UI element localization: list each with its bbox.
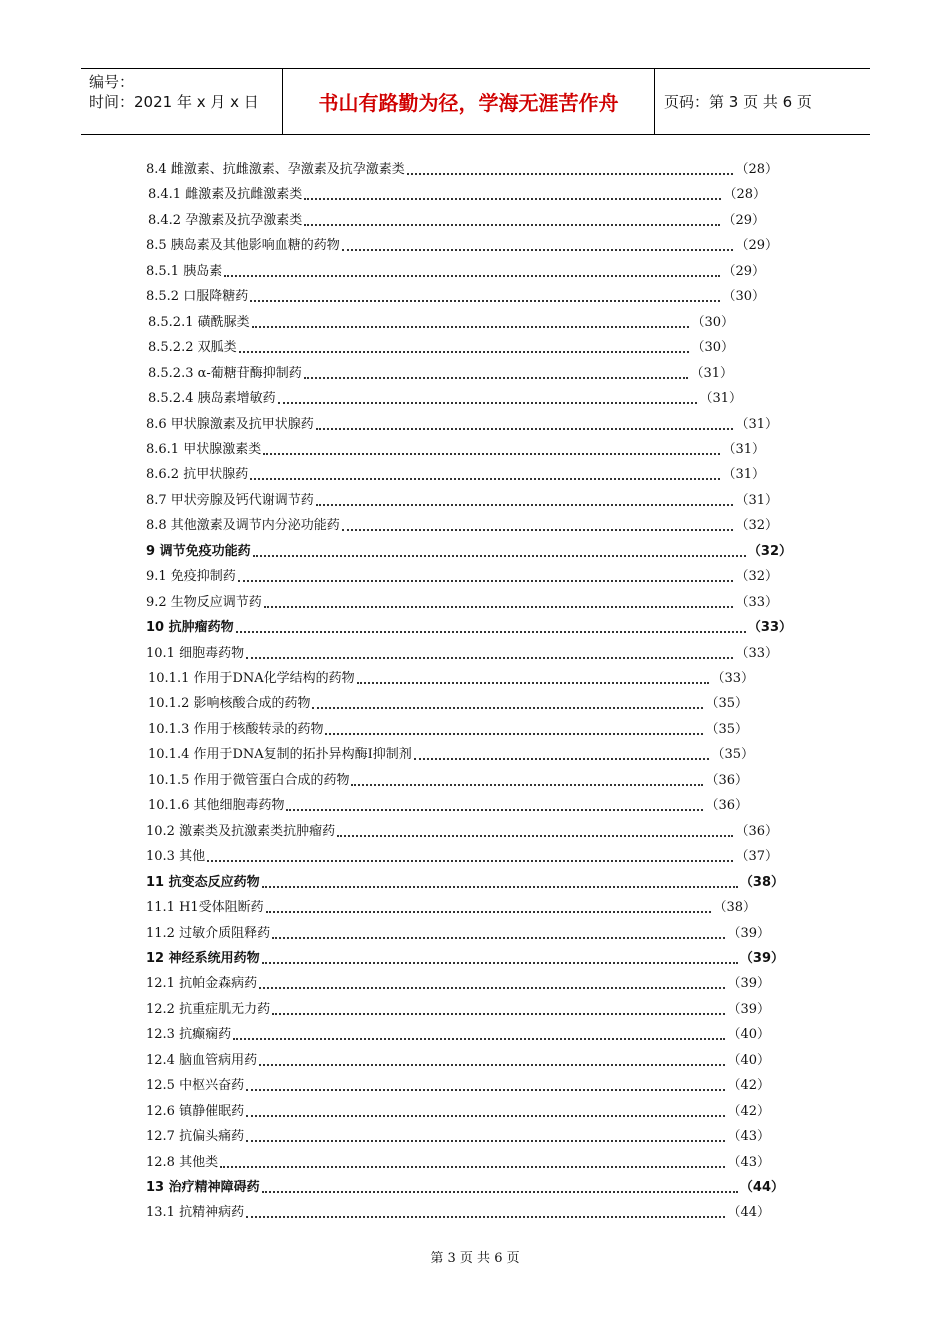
toc-entry-title: 8.6.1 甲状腺激素类 [146, 441, 262, 457]
toc-leader-dots [262, 1191, 738, 1193]
toc-entry-page: （33） [735, 594, 778, 610]
toc-entry [146, 491, 778, 511]
toc-entry [146, 1000, 770, 1020]
toc-leader-dots [312, 707, 703, 709]
toc-entry-page: （28） [735, 162, 778, 177]
toc-entry [146, 1178, 784, 1198]
toc-entry [146, 1127, 770, 1147]
toc-entry-page: （38） [739, 874, 784, 890]
toc-leader-dots [316, 428, 734, 430]
toc-entry-page: （32） [747, 543, 792, 559]
toc-entry-page: （29） [722, 263, 765, 279]
toc-entry [146, 1051, 770, 1071]
toc-leader-dots [262, 962, 738, 964]
toc-entry-page: （29） [722, 212, 765, 228]
toc-leader-dots [246, 1140, 725, 1142]
toc-leader-dots [246, 1115, 725, 1117]
toc-leader-dots [246, 1089, 725, 1091]
toc-leader-dots [272, 937, 725, 939]
toc-entry-page: （30） [691, 314, 734, 330]
toc-entry-page: （44） [727, 1205, 770, 1221]
header-motto: 书山有路勤为径，学海无涯苦作舟 [283, 69, 655, 134]
toc-entry [148, 694, 748, 714]
toc-entry-title: 8.4.2 孕激素及抗孕激素类 [148, 212, 303, 228]
toc-leader-dots [266, 911, 712, 913]
toc-entry-page: （40） [727, 1052, 770, 1068]
toc-leader-dots [220, 1166, 725, 1168]
toc-entry [148, 338, 734, 358]
toc-entry-page: （29） [735, 238, 778, 254]
toc-entry-title: 9.2 生物反应调节药 [146, 594, 262, 610]
toc-entry [148, 745, 754, 765]
toc-entry-title: 8.7 甲状旁腺及钙代谢调节药 [146, 492, 314, 508]
toc-entry [146, 160, 778, 180]
toc-leader-dots [325, 733, 703, 735]
toc-leader-dots [224, 275, 720, 277]
page-footer: 第 3 页 共 6 页 [430, 1251, 520, 1266]
toc-entry-title: 10.1.4 作用于DNA复制的拓扑异构酶Ⅰ抑制剂 [148, 747, 412, 763]
toc-entry [146, 949, 784, 969]
toc-entry [146, 1102, 770, 1122]
toc-entry-title: 13 治疗精神障碍药 [146, 1180, 260, 1195]
toc-leader-dots [233, 1038, 725, 1040]
toc-entry [146, 1203, 770, 1223]
toc-entry-title: 11.2 过敏介质阻释药 [146, 925, 271, 941]
toc-entry-title: 8.5.1 胰岛素 [146, 263, 223, 279]
toc-entry-page: （42） [727, 1078, 770, 1094]
toc-entry [148, 313, 734, 333]
toc-leader-dots [342, 249, 734, 251]
toc-entry-title: 11.1 H1受体阻断药 [146, 900, 264, 916]
toc-entry-title: 8.6.2 抗甲状腺药 [146, 467, 249, 483]
toc-entry [146, 644, 778, 664]
toc-entry [146, 847, 778, 867]
toc-entry-page: （39） [727, 1001, 770, 1017]
toc-leader-dots [252, 326, 690, 328]
toc-leader-dots [264, 606, 734, 608]
toc-entry-title: 10.1.6 其他细胞毒药物 [148, 798, 285, 814]
toc-entry-page: （30） [691, 340, 734, 356]
toc-leader-dots [246, 657, 733, 659]
toc-entry-title: 13.1 抗精神病药 [146, 1205, 245, 1221]
toc-entry-page: （40） [727, 1027, 770, 1043]
toc-leader-dots [414, 758, 710, 760]
toc-entry-title: 12.8 其他类 [146, 1154, 219, 1170]
toc-entry-page: （33） [747, 620, 792, 636]
toc-entry [148, 211, 765, 231]
toc-entry-title: 10.1 细胞毒药物 [146, 645, 245, 661]
toc-leader-dots [207, 860, 733, 862]
toc-entry-page: （31） [722, 467, 765, 483]
toc-entry-page: （38） [713, 900, 756, 916]
toc-entry-page: （28） [723, 187, 766, 203]
toc-entry [148, 771, 748, 791]
toc-entry-page: （37） [735, 849, 778, 865]
toc-entry-page: （31） [735, 492, 778, 508]
toc-entry-title: 12.3 抗癫痫药 [146, 1027, 232, 1043]
toc-entry [148, 364, 733, 384]
document-number-label: 编号： [89, 73, 135, 91]
toc-entry [146, 822, 778, 842]
toc-entry [146, 974, 770, 994]
document-date: 时间：2021 年 x 月 x 日 [89, 93, 259, 111]
toc-entry-title: 8.5.2 口服降糖药 [146, 289, 249, 305]
toc-entry-title: 10.1.3 作用于核酸转录的药物 [148, 721, 324, 737]
toc-entry-page: （42） [727, 1103, 770, 1119]
toc-leader-dots [316, 504, 734, 506]
header-meta [81, 69, 283, 134]
toc-entry [146, 236, 778, 256]
toc-entry [146, 415, 778, 435]
toc-entry [148, 389, 742, 409]
toc-entry-title: 8.5 胰岛素及其他影响血糖的药物 [146, 238, 340, 254]
header-page-info: 页码：第 3 页 共 6 页 [664, 93, 812, 111]
toc-entry-title: 9.1 免疫抑制药 [146, 569, 236, 585]
toc-entry-title: 12 神经系统用药物 [146, 950, 260, 966]
toc-leader-dots [239, 351, 690, 353]
toc-leader-dots [407, 173, 734, 175]
toc-entry [148, 669, 754, 689]
toc-entry [146, 516, 778, 536]
toc-leader-dots [262, 886, 738, 888]
toc-entry [146, 1076, 770, 1096]
toc-entry [146, 873, 784, 893]
toc-entry-page: （35） [711, 747, 754, 763]
toc-entry [146, 465, 765, 485]
toc-leader-dots [304, 377, 689, 379]
toc-entry-title: 8.5.2.2 双胍类 [148, 340, 237, 356]
toc-entry-page: （32） [735, 518, 778, 534]
toc-entry-page: （39） [727, 976, 770, 992]
toc-entry-title: 12.4 脑血管病用药 [146, 1052, 258, 1068]
toc-entry [146, 1025, 770, 1045]
toc-entry-page: （36） [705, 798, 748, 814]
toc-entry-title: 12.1 抗帕金森病药 [146, 976, 258, 992]
toc-entry-page: （35） [705, 721, 748, 737]
toc-leader-dots [246, 1216, 725, 1218]
toc-leader-dots [236, 631, 746, 633]
toc-leader-dots [263, 453, 720, 455]
toc-entry-page: （43） [727, 1154, 770, 1170]
toc-leader-dots [278, 402, 698, 404]
toc-entry-title: 10.1.1 作用于DNA化学结构的药物 [148, 671, 355, 686]
toc-entry [146, 542, 792, 562]
toc-entry [148, 796, 748, 816]
toc-entry-title: 9 调节免疫功能药 [146, 543, 251, 559]
toc-entry-title: 8.6 甲状腺激素及抗甲状腺药 [146, 416, 314, 432]
toc-entry [146, 440, 765, 460]
toc-entry-page: （33） [711, 671, 754, 686]
toc-entry-title: 12.7 抗偏头痛药 [146, 1129, 245, 1145]
toc-entry-page: （36） [735, 823, 778, 839]
toc-entry [146, 924, 770, 944]
toc-entry-title: 10.3 其他 [146, 849, 206, 865]
toc-entry-title: 8.4 雌激素、抗雌激素、孕激素及抗孕激素类 [146, 162, 405, 177]
toc-entry-page: （30） [722, 289, 765, 305]
toc-entry [146, 567, 778, 587]
toc-leader-dots [304, 198, 721, 200]
toc-entry-title: 8.5.2.1 磺酰脲类 [148, 314, 250, 330]
toc-entry-page: （31） [690, 365, 733, 381]
toc-leader-dots [259, 1064, 725, 1066]
toc-leader-dots [250, 300, 720, 302]
toc-entry-page: （44） [739, 1180, 784, 1195]
toc-entry-title: 12.5 中枢兴奋药 [146, 1078, 245, 1094]
toc-entry-page: （31） [735, 416, 778, 432]
toc-entry-title: 8.4.1 雌激素及抗雌激素类 [148, 187, 303, 203]
toc-entry [146, 593, 778, 613]
toc-entry-page: （31） [722, 441, 765, 457]
toc-entry-page: （31） [699, 391, 742, 407]
toc-entry-title: 10.1.5 作用于微管蛋白合成的药物 [148, 772, 350, 788]
toc-leader-dots [253, 555, 746, 557]
toc-entry-page: （39） [727, 925, 770, 941]
toc-leader-dots [351, 784, 703, 786]
toc-entry-title: 10.2 激素类及抗激素类抗肿瘤药 [146, 823, 336, 839]
toc-entry-page: （43） [727, 1129, 770, 1145]
toc-leader-dots [304, 224, 720, 226]
toc-entry [146, 898, 756, 918]
toc-entry-page: （36） [705, 772, 748, 788]
toc-entry-title: 11 抗变态反应药物 [146, 874, 260, 890]
toc-entry-title: 12.6 镇静催眠药 [146, 1103, 245, 1119]
toc-entry-title: 10.1.2 影响核酸合成的药物 [148, 696, 311, 712]
toc-leader-dots [337, 835, 733, 837]
toc-leader-dots [286, 809, 703, 811]
toc-leader-dots [342, 529, 734, 531]
toc-entry-title: 12.2 抗重症肌无力药 [146, 1001, 271, 1017]
toc-entry [148, 720, 748, 740]
toc-leader-dots [357, 682, 710, 684]
toc-entry [146, 287, 765, 307]
toc-entry-title: 8.5.2.3 α-葡糖苷酶抑制药 [148, 365, 302, 381]
toc-entry [146, 262, 765, 282]
toc-entry [146, 1153, 770, 1173]
toc-entry-title: 8.5.2.4 胰岛素增敏药 [148, 391, 276, 407]
toc-leader-dots [259, 987, 725, 989]
toc-entry [148, 185, 766, 205]
toc-leader-dots [272, 1013, 725, 1015]
toc-entry-page: （39） [739, 950, 784, 966]
toc-entry-title: 10 抗肿瘤药物 [146, 620, 234, 636]
toc-leader-dots [250, 478, 720, 480]
page-header [81, 68, 870, 135]
toc-leader-dots [238, 580, 734, 582]
toc-entry-page: （33） [735, 645, 778, 661]
toc-entry-page: （32） [735, 569, 778, 585]
toc-entry-page: （35） [705, 696, 748, 712]
toc-entry-title: 8.8 其他激素及调节内分泌功能药 [146, 518, 340, 534]
toc-entry [146, 618, 792, 638]
